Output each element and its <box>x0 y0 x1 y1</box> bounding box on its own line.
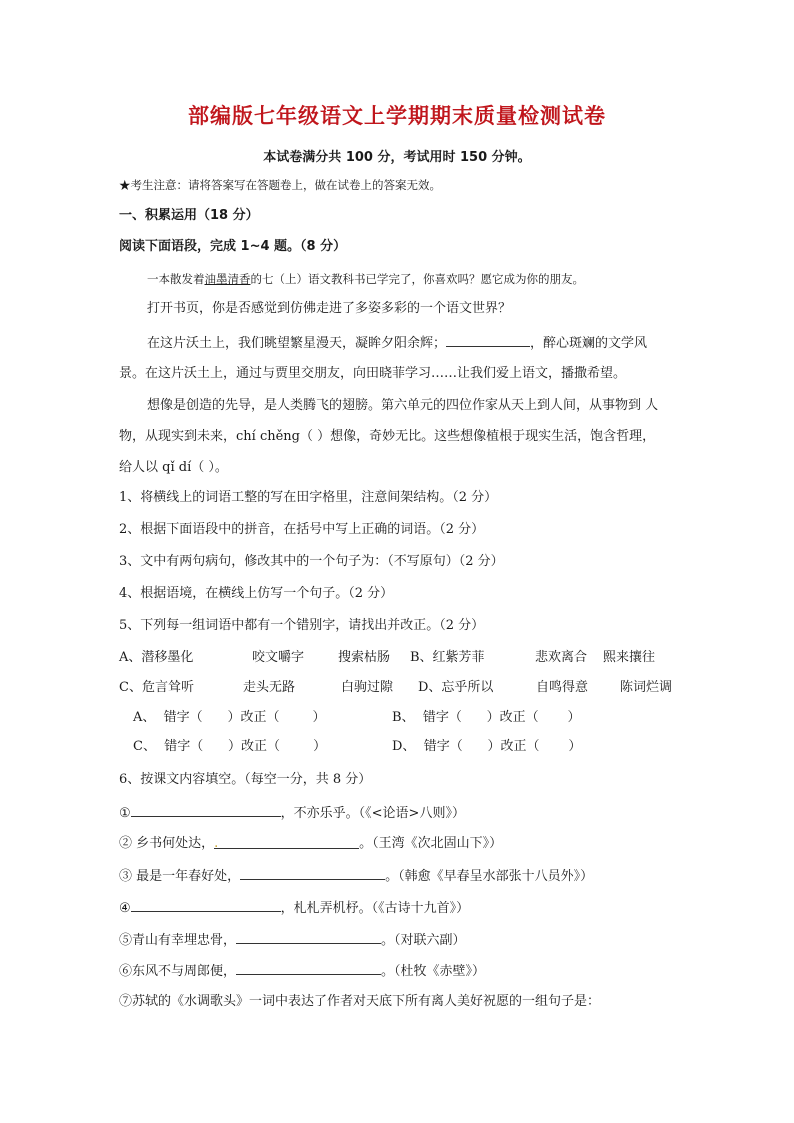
q6-item-3 <box>119 866 593 886</box>
passage-para-3b: 景。在这片沃土上，通过与贾里交朋友，向田晓菲学习……让我们爱上语文，播撒希望。 <box>119 366 627 381</box>
q6-5-pre: ⑤青山有幸埋忠骨， <box>119 933 237 948</box>
section-heading: 一、积累运用（18 分） <box>119 208 259 223</box>
para1-post: 的七（上）语文教科书已学完了，你喜欢吗？愿它成为你的朋友。 <box>250 272 584 286</box>
q6-3-pre: ③ 最是一年春好处， <box>119 869 241 884</box>
answer-blank[interactable] <box>131 898 281 912</box>
question-5: 5、下列每一组词语中都有一个错别字，请找出并改正。（2 分） <box>119 618 485 633</box>
passage-para-4a: 想像是创造的先导，是人类腾飞的翅膀。第六单元的四位作家从天上到人间，从事物到 人 <box>147 398 659 413</box>
q6-3-post: 。（韩愈《早春呈水部张十八员外》） <box>385 869 594 884</box>
q6-1-text: ，不亦乐乎。（《<论语>八则》） <box>280 806 465 821</box>
q6-5-post: 。（对联六副） <box>381 933 466 948</box>
q6-2-pre: ② 乡书何处达， <box>119 836 215 851</box>
reading-prompt: 阅读下面语段，完成 1~4 题。（8 分） <box>119 239 347 254</box>
q5-option-a: A、潜移墨化 <box>119 650 194 665</box>
para1-underlined: 油墨清香 <box>204 272 251 286</box>
q6-2-post: 。（王湾《次北固山下》） <box>359 836 503 851</box>
mark-dot: . <box>214 836 219 851</box>
question-2: 2、根据下面语段中的拼音，在括号中写上正确的词语。（2 分） <box>119 522 485 537</box>
question-6: 6、按课文内容填空。（每空一分，共 8 分） <box>119 772 372 787</box>
question-4: 4、根据语境，在横线上仿写一个句子。（2 分） <box>119 586 394 601</box>
circle-number: ① <box>119 806 131 821</box>
q5-word: 咬文嚼字 <box>252 650 305 665</box>
q5-word: 陈词烂调 <box>620 680 673 695</box>
answer-blank[interactable] <box>214 835 359 849</box>
q5-option-d: D、忘乎所以 <box>418 680 494 695</box>
answer-blank[interactable] <box>131 803 281 817</box>
q5-option-c: C、危言耸听 <box>119 680 194 695</box>
answer-blank[interactable] <box>236 930 381 944</box>
para1-pre: 一本散发着 <box>147 272 205 286</box>
q5-word: 自鸣得意 <box>536 680 589 695</box>
para3a-pre: 在这片沃土上，我们眺望繁星漫天，凝眸夕阳余辉； <box>147 336 447 351</box>
q5-word: 悲欢离合 <box>535 650 588 665</box>
q6-item-4 <box>119 898 469 918</box>
passage-para-2: 打开书页，你是否感觉到仿佛走进了多姿多彩的一个语文世界？ <box>147 301 512 316</box>
para3a-post: ，醉心斑斓的文学风 <box>530 336 648 351</box>
q6-4-text: ，札札弄机杼。（《古诗十九首》） <box>280 901 470 916</box>
answer-blank[interactable] <box>236 961 381 975</box>
q5-word: 熙来攘往 <box>603 650 656 665</box>
question-3: 3、文中有两句病句，修改其中的一个句子为：（不写原句）（2 分） <box>119 554 504 569</box>
exam-notice: ★考生注意：请将答案写在答题卷上，做在试卷上的答案无效。 <box>119 178 441 192</box>
q6-6-pre: ⑥东风不与周郎便， <box>119 964 237 979</box>
q6-item-5 <box>119 930 466 950</box>
question-1: 1、将横线上的词语工整的写在田字格里，注意间架结构。（2 分） <box>119 490 498 505</box>
q6-item-6 <box>119 961 485 981</box>
circle-number: ④ <box>119 901 131 916</box>
q5-answer-b: B、 错字（ ）改正（ ） <box>392 710 581 725</box>
exam-subtitle: 本试卷满分共 100 分，考试用时 150 分钟。 <box>263 150 531 165</box>
passage-para-4b: 物，从现实到未来，chí chěng（ ）想像，奇妙无比。这些想像植根于现实生活，饱含哲理， <box>119 429 656 444</box>
q5-answer-d: D、 错字（ ）改正（ ） <box>392 739 582 754</box>
q5-answer-a: A、 错字（ ）改正（ ） <box>133 710 326 725</box>
q6-item-7: ⑦苏轼的《水调歌头》一词中表达了作者对天底下所有离人美好祝愿的一组句子是： <box>119 994 601 1009</box>
q5-answer-c: C、 错字（ ）改正（ ） <box>133 739 327 754</box>
q5-option-b: B、红紫芳菲 <box>410 650 485 665</box>
q6-item-1 <box>119 803 465 823</box>
passage-para-1 <box>147 270 584 288</box>
page-title: 部编版七年级语文上学期期末质量检测试卷 <box>188 104 606 128</box>
answer-blank[interactable] <box>240 866 385 880</box>
q5-word: 白驹过隙 <box>341 680 394 695</box>
passage-para-3a <box>147 333 647 353</box>
q5-word: 搜索枯肠 <box>338 650 391 665</box>
passage-para-4c: 给人以 qǐ dí（ ）。 <box>119 460 228 475</box>
q6-6-post: 。（杜牧《赤壁》） <box>381 964 486 979</box>
q6-item-2 <box>119 835 502 853</box>
answer-blank[interactable] <box>446 333 530 347</box>
q5-word: 走头无路 <box>243 680 296 695</box>
